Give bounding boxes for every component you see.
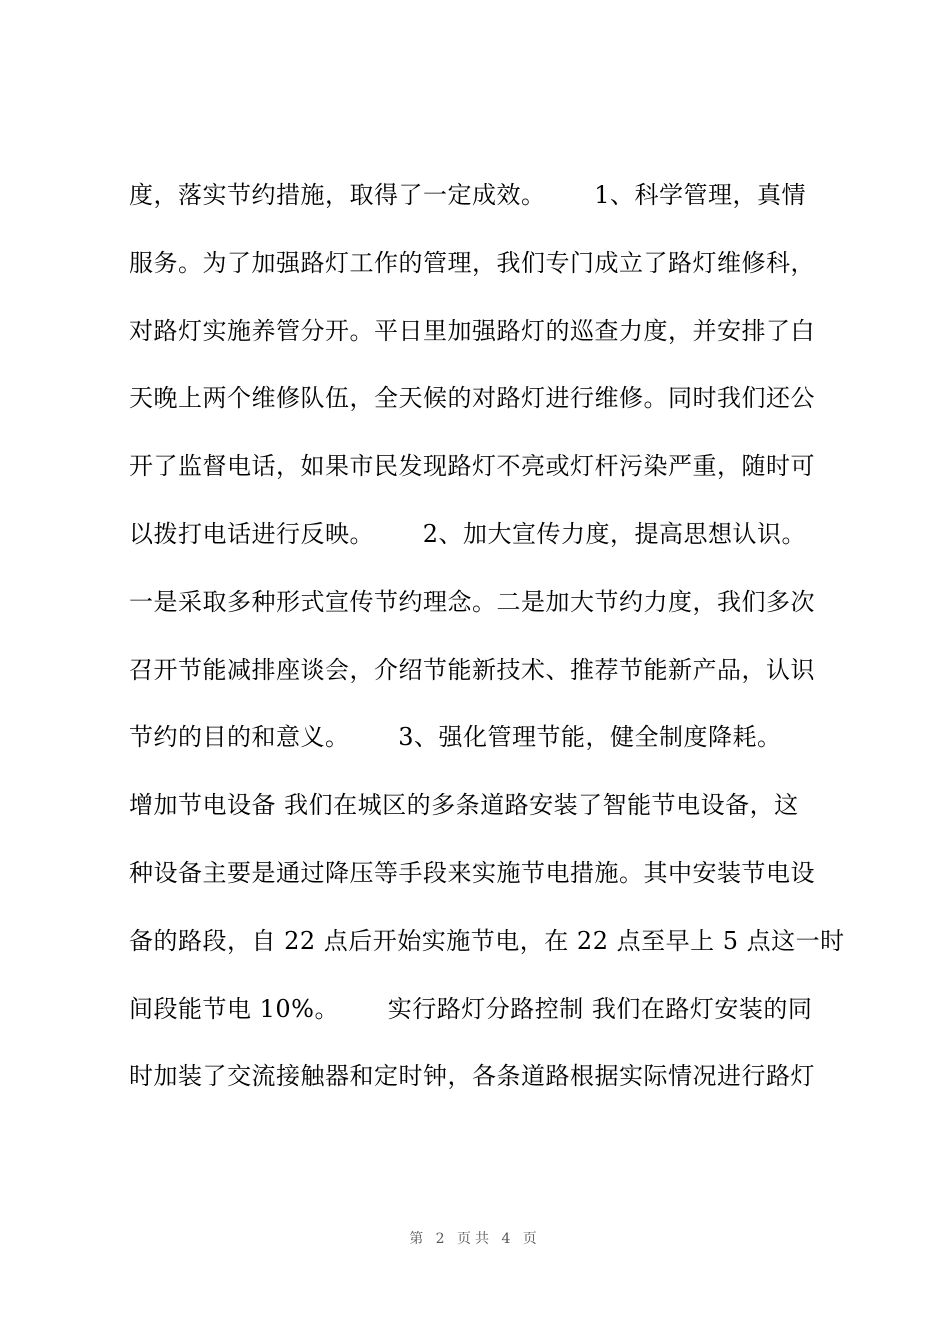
text-line: 一是采取多种形式宣传节约理念。二是加大节约力度，我们多次: [129, 587, 815, 616]
text-line: 召开节能减排座谈会，介绍节能新技术、推荐节能新产品，认识: [129, 655, 815, 684]
page-number-footer: 第 2 页共 4 页: [409, 1231, 541, 1247]
body-text: [129, 170, 849, 1119]
text-line: 度，落实节约措施，取得了一定成效。 1、科学管理，真情: [129, 181, 807, 209]
text-line: 服务。为了加强路灯工作的管理，我们专门成立了路灯维修科，: [129, 248, 815, 277]
text-line: 种设备主要是通过降压等手段来实施节电措施。其中安装节电设: [129, 858, 815, 887]
text-line: 备的路段，自 22 点后开始实施节电，在 22 点至早上 5 点这一时: [129, 926, 845, 955]
text-line: 以拨打电话进行反映。 2、加大宣传力度，提高思想认识。: [129, 519, 807, 548]
text-line: 增加节电设备 我们在城区的多条道路安装了智能节电设备，这: [129, 791, 799, 820]
text-line: 开了监督电话，如果市民发现路灯不亮或灯杆污染严重，随时可: [129, 452, 815, 481]
text-line: 时加装了交流接触器和定时钟，各条道路根据实际情况进行路灯: [129, 1062, 815, 1091]
text-line: 节约的目的和意义。 3、强化管理节能，健全制度降耗。: [129, 723, 782, 752]
text-line: 天晚上两个维修队伍，全天候的对路灯进行维修。同时我们还公: [129, 384, 815, 413]
text-line: 对路灯实施养管分开。平日里加强路灯的巡查力度，并安排了白: [129, 316, 815, 345]
text-line: 间段能节电 10%。 实行路灯分路控制 我们在路灯安装的同: [129, 994, 813, 1023]
